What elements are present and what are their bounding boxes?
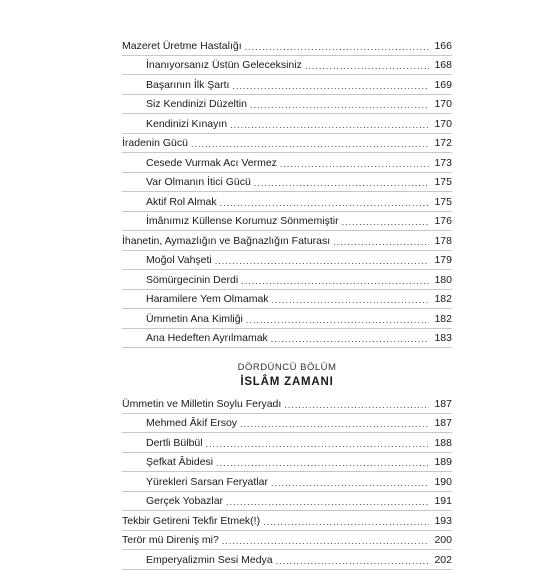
toc-entry-page-number: 175 (434, 195, 452, 208)
toc-entry-title: Cesede Vurmak Acı Vermez (146, 156, 277, 169)
dot-leader (284, 400, 429, 411)
dot-leader (280, 159, 429, 170)
toc-entry-page-number: 172 (434, 137, 452, 149)
toc-entry-page-number: 182 (434, 312, 452, 325)
toc-entry-page-number: 183 (434, 332, 452, 344)
dot-leader (206, 439, 429, 450)
toc-entry-title: Ümmetin ve Milletin Soylu Feryadı (122, 397, 282, 410)
toc-entry (122, 531, 452, 551)
toc-entry-page-number: 166 (434, 39, 452, 52)
section-title: İSLÂM ZAMANI (240, 376, 334, 388)
toc-entry (122, 472, 452, 492)
toc-entry-title: Ana Hedeften Ayrılmamak (146, 332, 268, 344)
dot-leader (241, 276, 429, 287)
toc-entry-title: İnanıyorsanız Üstün Geleceksiniz (146, 59, 302, 71)
dot-leader (333, 237, 429, 248)
toc-entry-title: Mehmed Âkif Ersoy (146, 417, 238, 429)
toc-entry-page-number: 200 (434, 534, 452, 546)
toc-entry (122, 231, 452, 251)
toc-entry (122, 329, 452, 349)
toc-entry (122, 433, 452, 453)
table-of-contents (122, 36, 452, 570)
toc-entry-page-number: 202 (434, 553, 452, 566)
toc-entry (122, 290, 452, 310)
toc-entry-page-number: 170 (434, 98, 452, 110)
toc-entry-page-number: 169 (434, 78, 452, 91)
toc-entry-page-number: 187 (434, 417, 452, 429)
toc-entry-page-number: 173 (434, 156, 452, 169)
dot-leader (226, 497, 429, 508)
dot-leader (246, 315, 429, 326)
toc-entry (122, 36, 452, 56)
toc-entry (122, 550, 452, 570)
toc-entry-title: Haramilere Yem Olmamak (146, 293, 269, 305)
toc-entry-page-number: 168 (434, 59, 452, 71)
toc-entry-title: Moğol Vahşeti (146, 254, 212, 266)
toc-entry (122, 173, 452, 193)
toc-entry-title: Gerçek Yobazlar (146, 495, 224, 507)
dot-leader (216, 458, 429, 469)
toc-entry (122, 309, 452, 329)
toc-entry (122, 153, 452, 173)
dot-leader (271, 478, 429, 489)
toc-entry-page-number: 170 (434, 117, 452, 130)
dot-leader (271, 334, 429, 345)
toc-entry-title: İhanetin, Aymazlığın ve Bağnazlığın Faturası (122, 234, 331, 247)
dot-leader (272, 295, 429, 306)
dot-leader (240, 419, 429, 430)
toc-entry-page-number: 180 (434, 273, 452, 286)
toc-entry-title: Aktif Rol Almak (146, 195, 217, 208)
toc-entry-page-number: 191 (434, 495, 452, 507)
toc-entry-page-number: 182 (434, 293, 452, 305)
dot-leader (230, 120, 429, 131)
toc-entry-title: İradenin Gücü (122, 137, 188, 149)
toc-entry-page-number: 178 (434, 234, 452, 247)
toc-entry (122, 212, 452, 232)
toc-entry (122, 414, 452, 434)
toc-entry (122, 75, 452, 95)
dot-leader (276, 556, 429, 567)
toc-entry-title: İmânımız Küllense Korumuz Sönmemiştir (146, 215, 339, 227)
toc-entry-title: Dertli Bülbül (146, 436, 203, 449)
toc-entry-title: Kendinizi Kınayın (146, 117, 228, 130)
toc-entry (122, 511, 452, 531)
toc-entry-title: Tekbir Getireni Tekfir Etmek(!) (122, 514, 261, 527)
toc-entry (122, 95, 452, 115)
toc-entry (122, 453, 452, 473)
toc-entry-title: Sömürgecinin Derdi (146, 273, 239, 286)
toc-entry (122, 114, 452, 134)
toc-entry-page-number: 176 (434, 215, 452, 227)
toc-entry (122, 492, 452, 512)
dot-leader (191, 139, 429, 150)
dot-leader (232, 81, 429, 92)
toc-entry-title: Şefkat Âbidesi (146, 456, 214, 468)
dot-leader (342, 217, 429, 228)
toc-entry-title: Var Olmanın İtici Gücü (146, 176, 251, 188)
toc-entry-title: Terör mü Direniş mi? (122, 534, 219, 546)
toc-entry-page-number: 190 (434, 475, 452, 488)
toc-entry-title: Mazeret Üretme Hastalığı (122, 39, 242, 52)
toc-entry-page-number: 188 (434, 436, 452, 449)
toc-entry-title: Başarının İlk Şartı (146, 78, 230, 91)
toc-entry-page-number: 179 (434, 254, 452, 266)
toc-entry-title: Ümmetin Ana Kimliği (146, 312, 243, 325)
toc-part-1 (122, 36, 452, 348)
section-label: DÖRDÜNCÜ BÖLÜM (237, 362, 337, 373)
toc-entry (122, 270, 452, 290)
dot-leader (254, 178, 429, 189)
dot-leader (222, 536, 429, 547)
toc-entry-page-number: 193 (434, 514, 452, 527)
dot-leader (215, 256, 429, 267)
toc-entry (122, 56, 452, 76)
toc-entry (122, 192, 452, 212)
toc-entry-title: Yürekleri Sarsan Feryatlar (146, 475, 268, 488)
toc-entry-page-number: 189 (434, 456, 452, 468)
toc-entry-title: Emperyalizmin Sesi Medya (146, 553, 273, 566)
toc-entry (122, 134, 452, 154)
dot-leader (220, 198, 429, 209)
dot-leader (245, 42, 429, 53)
dot-leader (263, 517, 429, 528)
dot-leader (305, 61, 429, 72)
toc-entry (122, 251, 452, 271)
toc-entry-page-number: 175 (434, 176, 452, 188)
dot-leader (250, 100, 429, 111)
toc-entry (122, 394, 452, 414)
toc-part-2 (122, 394, 452, 570)
toc-entry-title: Siz Kendinizi Düzeltin (146, 98, 247, 110)
toc-entry-page-number: 187 (434, 397, 452, 410)
